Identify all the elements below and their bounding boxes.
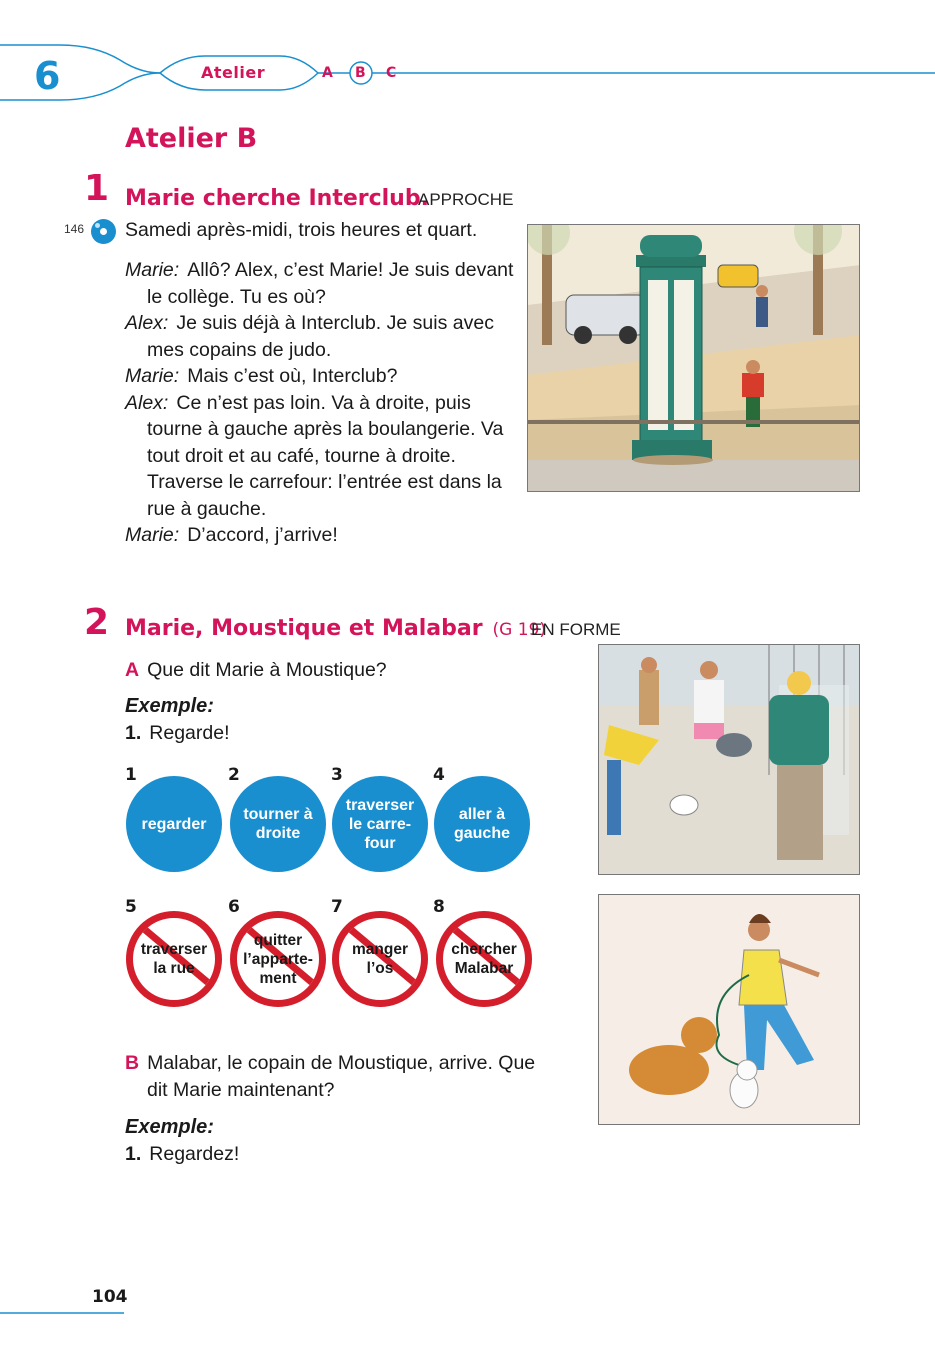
exercise-1-tag: APPROCHE [418, 190, 514, 209]
prohibition-sign-chercher [436, 911, 532, 1007]
item-number: 6 [228, 897, 240, 917]
part-a-letter: A [125, 659, 140, 681]
dialogue-line [125, 257, 520, 310]
page-title: Atelier B [125, 123, 258, 154]
example-number: 1. [125, 1143, 142, 1165]
prohibition-sign-traverser [126, 911, 222, 1007]
verb-bubble-regarder: regarder [126, 776, 222, 872]
line-text: D’accord, j’arrive! [187, 524, 338, 546]
prohibition-label: manger l’os [352, 941, 408, 977]
part-b-example [125, 1143, 239, 1166]
exercise-1-intro: Samedi après-midi, trois heures et quart. [125, 219, 478, 241]
dialogue [125, 257, 520, 549]
speaker: Alex: [125, 312, 169, 334]
atelier-tab[interactable]: Atelier [201, 63, 266, 82]
item-number: 1 [125, 765, 137, 785]
example-text: Regarde! [149, 722, 230, 744]
dog-walk-illustration [598, 644, 860, 875]
prohibition-sign-quitter [230, 911, 326, 1007]
speaker: Marie: [125, 524, 180, 546]
example-number: 1. [125, 722, 142, 744]
step-c[interactable]: C [386, 65, 397, 81]
chapter-number: 6 [34, 54, 61, 98]
prohibition-label: quitter l’apparte- ment [243, 931, 313, 987]
street-illustration [527, 224, 860, 492]
speaker: Marie: [125, 365, 180, 387]
verb-bubble-traverser: traverser le carre- four [332, 776, 428, 872]
item-number: 2 [228, 765, 240, 785]
verb-bubble-tourner: tourner à droite [230, 776, 326, 872]
exercise-2-title [125, 616, 546, 641]
dialogue-line [125, 390, 520, 523]
example-text: Regardez! [149, 1143, 240, 1165]
item-number: 4 [433, 765, 445, 785]
line-text: Allô? Alex, c’est Marie! Je suis devant le collège. Tu es où? [147, 259, 514, 308]
dialogue-line [125, 522, 520, 549]
prohibition-label: traverser la rue [140, 941, 208, 977]
dogs-meeting-illustration [598, 894, 860, 1125]
step-a[interactable]: A [322, 65, 333, 81]
line-text: Je suis déjà à Interclub. Je suis avec mes copains de judo. [147, 312, 494, 361]
audio-cd-icon[interactable] [91, 219, 116, 244]
part-b-example-label: Exemple: [125, 1116, 214, 1138]
line-text: Ce n’est pas loin. Va à droite, puis tourne à gauche après la boulangerie. Va tout droit et au café, tourne à droite. Traverse le carrefour: l’entrée est dans la rue à gauche. [147, 391, 504, 520]
exercise-2-tag: EN FORME [531, 620, 621, 639]
line-text: Mais c’est où, Interclub? [187, 365, 398, 387]
step-b-active[interactable]: B [355, 65, 366, 81]
verb-bubble-aller: aller à gauche [434, 776, 530, 872]
exercise-1-title: Marie cherche Interclub. [125, 186, 429, 211]
speaker: Alex: [125, 391, 169, 414]
audio-track-number: 146 [64, 222, 85, 236]
part-b-text: Malabar, le copain de Moustique, arrive. Que dit Marie maintenant? [147, 1052, 536, 1101]
part-b-prompt [125, 1050, 545, 1103]
prohibition-label: chercher Malabar [451, 941, 517, 977]
exercise-2-number: 2 [84, 602, 110, 643]
prohibition-sign-manger [332, 911, 428, 1007]
dialogue-line [125, 363, 520, 390]
grammar-reference[interactable]: (G 19) [492, 620, 547, 640]
item-number: 3 [331, 765, 343, 785]
part-b-letter: B [125, 1052, 140, 1074]
dialogue-line [125, 310, 520, 363]
speaker: Marie: [125, 259, 180, 281]
exercise-1-number: 1 [84, 168, 110, 209]
item-number: 5 [125, 897, 137, 917]
header-decoration [0, 0, 935, 110]
item-number: 7 [331, 897, 343, 917]
part-a-prompt [125, 657, 387, 684]
page-number: 104 [92, 1287, 128, 1307]
part-a-example [125, 722, 229, 745]
part-a-example-label: Exemple: [125, 695, 214, 717]
item-number: 8 [433, 897, 445, 917]
part-a-text: Que dit Marie à Moustique? [147, 659, 387, 681]
exercise-2-title-text: Marie, Moustique et Malabar [125, 616, 483, 641]
